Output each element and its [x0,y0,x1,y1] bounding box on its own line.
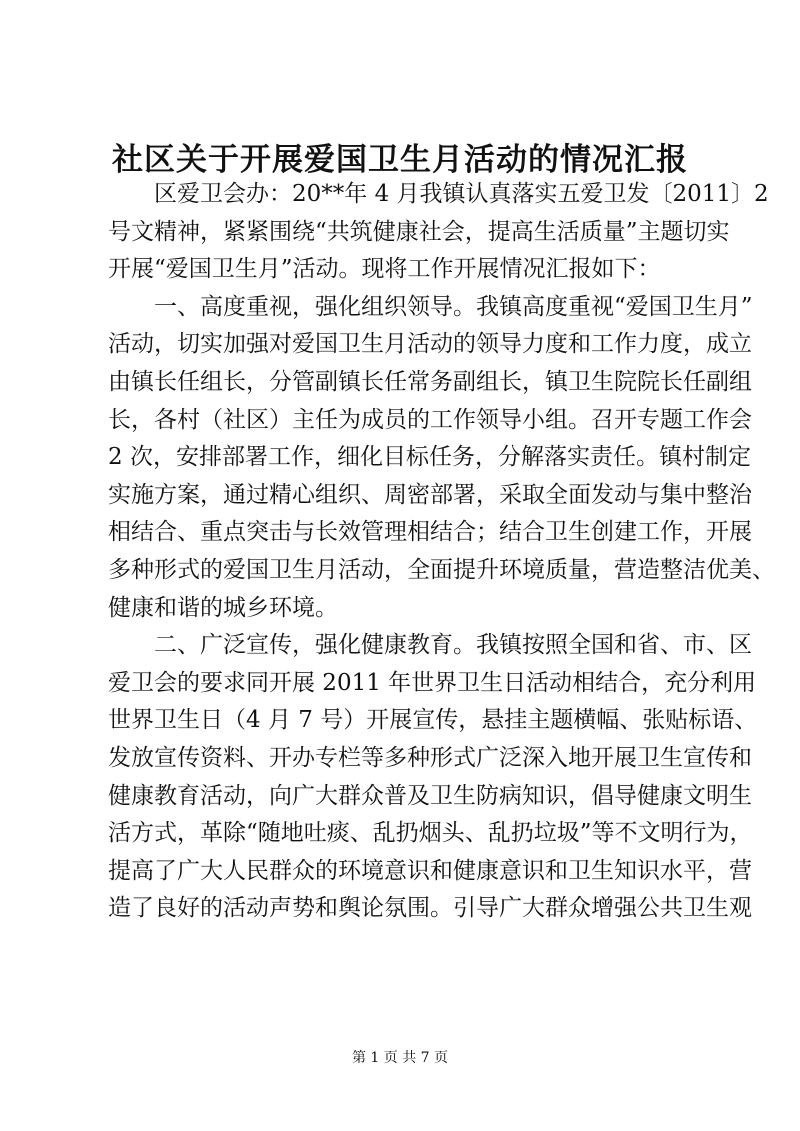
text-line: 活动，切实加强对爱国卫生月活动的领导力度和工作力度，成立 [108,331,752,358]
text-line: 相结合、重点突击与长效管理相结合；结合卫生创建工作，开展 [108,519,752,546]
paragraph [108,627,758,928]
text-line: 世界卫生日（4 月 7 号）开展宣传，悬挂主题横幅、张贴标语、 [108,707,758,734]
text-line: 开展“爱国卫生月”活动。现将工作开展情况汇报如下： [108,256,661,283]
text-line: 爱卫会的要求同开展 2011 年世界卫生日活动相结合，充分利用 [108,669,757,696]
text-line: 活方式，革除“随地吐痰、乱扔烟头、乱扔垃圾”等不文明行为， [108,820,753,847]
document-title: 社区关于开展爱国卫生月活动的情况汇报 [112,142,688,178]
text-line: 长，各村（社区）主任为成员的工作领导小组。召开专题工作会 [108,406,752,433]
text-line: 健康和谐的城乡环境。 [108,594,338,621]
text-line: 健康教育活动，向广大群众普及卫生防病知识，倡导健康文明生 [108,782,752,809]
text-line: 二、广泛宣传，强化健康教育。我镇按照全国和省、市、区 [154,632,752,659]
text-line: 发放宣传资料、开办专栏等多种形式广泛深入地开展卫生宣传和 [108,744,752,771]
text-line: 号文精神，紧紧围绕“共筑健康社会，提高生活质量”主题切实 [108,218,730,245]
text-line: 提高了广大人民群众的环境意识和健康意识和卫生知识水平，营 [108,857,752,884]
page-footer: 第 1 页 共 7 页 [351,1050,449,1066]
paragraph [108,289,775,627]
document-body [108,176,775,928]
text-line: 区爱卫会办：20**年 4 月我镇认真落实五爱卫发〔2011〕2 [154,181,769,207]
paragraph [108,176,769,289]
text-line: 多种形式的爱国卫生月活动，全面提升环境质量，营造整洁优美、 [108,556,775,583]
text-line: 2 次，安排部署工作，细化目标任务，分解落实责任。镇村制定 [108,444,751,471]
text-line: 造了良好的活动声势和舆论氛围。引导广大群众增强公共卫生观 [108,895,752,922]
text-line: 实施方案，通过精心组织、周密部署，采取全面发动与集中整治 [108,481,752,508]
text-line: 一、高度重视，强化组织领导。我镇高度重视“爱国卫生月” [154,293,753,320]
text-line: 由镇长任组长，分管副镇长任常务副组长，镇卫生院院长任副组 [108,368,752,395]
